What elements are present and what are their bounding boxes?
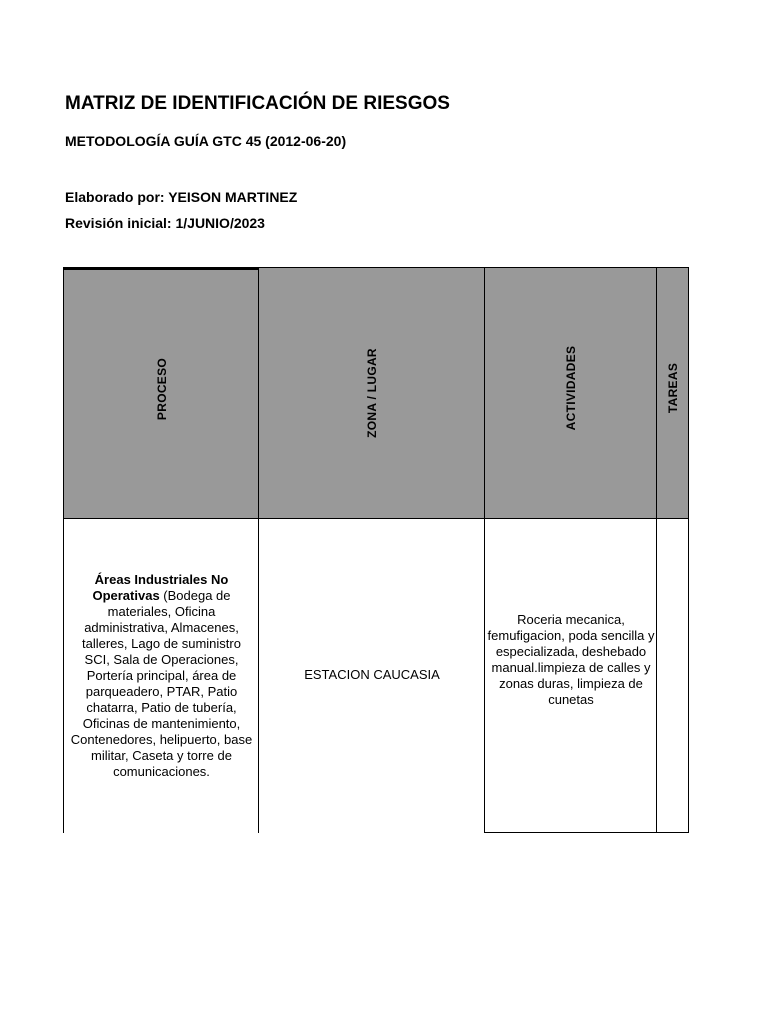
zone-text: ESTACION CAUCASIA [304,666,440,682]
process-name: Áreas Industriales No Operativas [92,571,229,603]
header-zona-lugar [258,267,485,519]
header-label: TAREAS [665,362,680,414]
process-description: (Bodega de materiales, Oficina administrativa, Almacenes, talleres, Lago de suministro SCI, Sala de Operaciones, Portería principal, área de parqueadero, PTAR, Patio chatarra, Patio de tubería, Oficinas de mantenimiento, Contenedores, helipuerto, base militar, Caseta y torre de comunicaciones. [70,587,253,779]
initial-revision: Revisión inicial: 1/JUNIO/2023 [65,215,265,231]
zone-cell [258,518,485,833]
header-label: PROCESO [154,357,169,421]
prepared-by: Elaborado por: YEISON MARTINEZ [65,189,298,205]
header-label: ACTIVIDADES [564,345,578,431]
activities-cell [484,518,657,833]
document-subtitle: METODOLOGÍA GUÍA GTC 45 (2012-06-20) [65,133,347,149]
activities-text: Roceria mecanica, femufigacion, poda sencilla y especializada, deshebado manual.limpieza de calles y zonas duras, limpieza de cunetas [487,612,655,707]
process-text [64,572,259,780]
header-tareas [656,267,689,519]
document-title: MATRIZ DE IDENTIFICACIÓN DE RIESGOS [65,93,450,114]
header-proceso [63,267,259,519]
header-actividades [484,267,657,519]
header-label: ZONA / LUGAR [365,348,379,438]
process-cell [63,518,259,833]
tasks-cell [656,518,689,833]
